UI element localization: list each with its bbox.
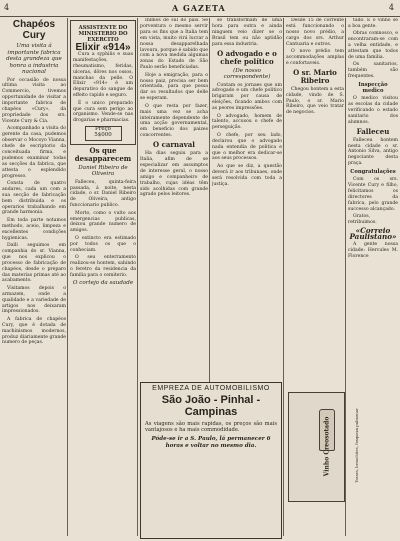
- section-subheading: (De nosso correspondente): [223, 67, 271, 81]
- paragraph: Acompanhado a visita do gerente da casa, pudemos observar o Mocoyo Vianna, chefe de escriptorio da conceituada firma, e pudemos examinar todas as secções da fabrica, que attesta o esplendido progresso.: [2, 126, 66, 179]
- paragraph: A fabrica de chapéos Cury, que é dotada de machinismos modernos, produz diariamente grande numero de peças.: [2, 316, 66, 346]
- paragraph: Ao que se diz, a questão deverá ir aos tribunaes, onde será resolvida com toda a justiça.: [212, 163, 282, 187]
- column-rule: [283, 18, 284, 536]
- advert-brand: Elixir «914»: [75, 42, 131, 53]
- advert-brand: Vinho Creosotado: [323, 416, 331, 477]
- column-rule: [345, 18, 346, 536]
- paragraph: Falleceu hontem nesta cidade o sr. Antonio Silva, antigo negociante desta praça.: [348, 137, 398, 167]
- paragraph: Desde 15 de corrente está funccionando o nosso novo prédio, a cargo dos srs. Arthur Cantuaria e outros.: [286, 18, 344, 47]
- paragraph: A gente nossa cidade: Hercules M. Florence: [348, 241, 398, 259]
- column-6: [348, 18, 398, 538]
- page-number-left: 4: [4, 3, 10, 12]
- paragraph: tado. E o vinho se a boa gente.: [348, 18, 398, 29]
- paragraph: Ha dias seguiu para a Italia, afim de se especializar em assumptos de interesse geral, o nosso amigo e companheiro de trabalho, cujas idéas têm sido acolhidas com grande agrado pelos leitores.: [140, 151, 208, 198]
- paragraph: O advogado, homem de talento, accusou o chefe de perseguição.: [212, 113, 282, 131]
- section-heading: Falleceu: [356, 126, 390, 136]
- advert-route: São João - Pinhal - Campinas: [161, 394, 261, 418]
- paragraph: se transformam de uma hora para outra e ainda ninguem veio dizer se o Brasil tem ou não aptidão para essa industria.: [212, 18, 282, 47]
- paragraph: Falleceu, quinta-feira passada, á noite, nesta cidade, o sr. Daniel Ribeiro de Oliveira, antigo funccionario publico.: [70, 179, 136, 209]
- paragraph: O seu enterramento realizou-se hontem, sahindo o feretro da residencia da familia para o cemiterio.: [70, 254, 136, 278]
- paragraph: Gratos, retribuimos.: [348, 214, 377, 225]
- page-number-right: 4: [388, 3, 394, 12]
- paragraph: Chegou hontem a esta cidade, vindo de S. Paulo, o sr. Mario Ribeiro, que veio tratar de negocios.: [286, 86, 344, 116]
- paragraph: Hoje a emigração, para o nosso paiz, precisa ser bem orientada, para que possa dar os resultados que delle se esperam.: [140, 72, 208, 102]
- paragraph: O chefe, por seu lado, declarou que o advogado nada entendia de politica e que o melhor era dedicar-se aos seus processos.: [212, 132, 282, 162]
- paragraph: Em toda parte notamos methodo, aceio, limpeza e excellentes condições hygienicas.: [2, 217, 66, 241]
- column-1: [2, 18, 66, 538]
- section-subheading: Daniel Ribeiro de Oliveira: [78, 164, 128, 178]
- section-subheading: O cortejo da saudade: [72, 280, 134, 287]
- advert-head: ASSISTENTE DO MINISTERIO DO EXERCITO: [78, 25, 128, 43]
- section-heading: Os que desapparecem: [74, 145, 132, 163]
- column-rule: [137, 18, 138, 536]
- paragraph: Os sanitarios, também são frequentes.: [348, 62, 398, 80]
- advert-text: É o unico preparado que cura sem perigo ao organismo. Vende-se nas drogarias e pharmacias.: [73, 100, 133, 124]
- paragraph: Visitamos depois o armazem, onde a qualidade e a variedade de artigos nos deixaram impressionados.: [2, 285, 66, 315]
- paragraph: Consta de quatro andares, cada um com a sua secção de fabricação bem distribuida e os operarios trabalhando em grande harmonia.: [2, 180, 66, 216]
- paragraph: Inimos de sul do pais. Se porventura o mesmo servir para os fins que a Italia tem em vista, muito virá lucrar a nossa desapparelhada lavoura, porque é sabido que com a nova medida algumas zonas do Estado de São Paulo serão beneficiadas.: [140, 18, 208, 71]
- advert-price: Preço 5$000: [85, 126, 122, 141]
- masthead: A GAZETA: [172, 3, 226, 13]
- advert-tagline: Póde-se ir a S. Paulo, lá permanecer 6 horas e voltar no mesmo dia.: [151, 436, 271, 449]
- paragraph: Com os srs. Vicente Cury e filho, felicitamos os directores da fabrica, pelo grande successo alcançado.: [348, 177, 398, 212]
- advert-text: Cura a syphilis e suas manifestações, rheumatismo, feridas, ulceras, dôres nos ossos, manchas da pelle. O Elixir «914» é um depurativo do sangue de effeito rapido e seguro.: [73, 51, 133, 99]
- section-heading: «Correio Paulistano»: [349, 225, 397, 241]
- paragraph: O extincto era estimado por todos os que o conheciam.: [70, 235, 136, 253]
- paragraph: O que resta por fazer, mais uma vez se acha inteiramente dependente de uma acção governamental, em beneficio dos paizes concorrentes.: [140, 103, 208, 139]
- section-heading: O advogado e o chefe político: [217, 48, 277, 66]
- page-header: [0, 0, 400, 17]
- column-2: [70, 18, 136, 538]
- section-heading: Congratulações: [350, 169, 396, 176]
- section-heading: O sr. Mario Ribeiro: [293, 67, 337, 85]
- paragraph: Contam os jornaes que um advogado e um chefe politico brigaram por causa de eleições, ficando ambos com as peores impressões.: [212, 82, 282, 112]
- advert-head: EMPREZA DE AUTOMOBILISMO: [152, 385, 270, 392]
- advert-text: Tosses, bronchites, fraqueza pulmonar: [353, 408, 359, 483]
- paragraph: Dalli seguimos em companhia do sr. Vianna, que nos explicou o processo de fabricação de chapéos, desde o preparo das materias primas até ao acabamento.: [2, 242, 66, 284]
- paragraph: O medico visitou as escolas da cidade verificando o estado sanitario dos alumnos.: [348, 96, 398, 125]
- section-heading: Inspecção medico: [358, 82, 388, 95]
- paragraph: Por occasião de nossa ultima visita ao Commercio, tivemos opportunidade de visitar a importante fabrica de chapéos «Cury», da propriedade dos srs. Vicente Cury & Cia.: [2, 77, 66, 124]
- column-rule: [67, 18, 68, 536]
- column-3: [140, 18, 208, 378]
- paragraph: O novo prédio tem accommodações amplas e confortaveis.: [286, 49, 344, 66]
- elixir-advert: [70, 20, 136, 145]
- automobile-advert: [140, 382, 282, 539]
- paragraph: Morto, como o vulto aos emergencias publicas, deixou grande numero de amigos.: [70, 210, 136, 234]
- article-subtitle: Uma visita á importante fabrica desta grandeza que honra a industria nacional: [6, 43, 62, 75]
- section-heading: O carnaval: [153, 140, 195, 150]
- vinho-advert: [288, 392, 359, 502]
- paragraph: Obras comnosco, e encontraram-se com a velha entidade, e attestam que todos de uma familia.: [348, 31, 398, 60]
- article-title: Chapéos Cury: [12, 19, 56, 41]
- advert-text: As viagens são mais rapidas, os preços são mais vantajosos e ha mais commodidade.: [145, 421, 277, 434]
